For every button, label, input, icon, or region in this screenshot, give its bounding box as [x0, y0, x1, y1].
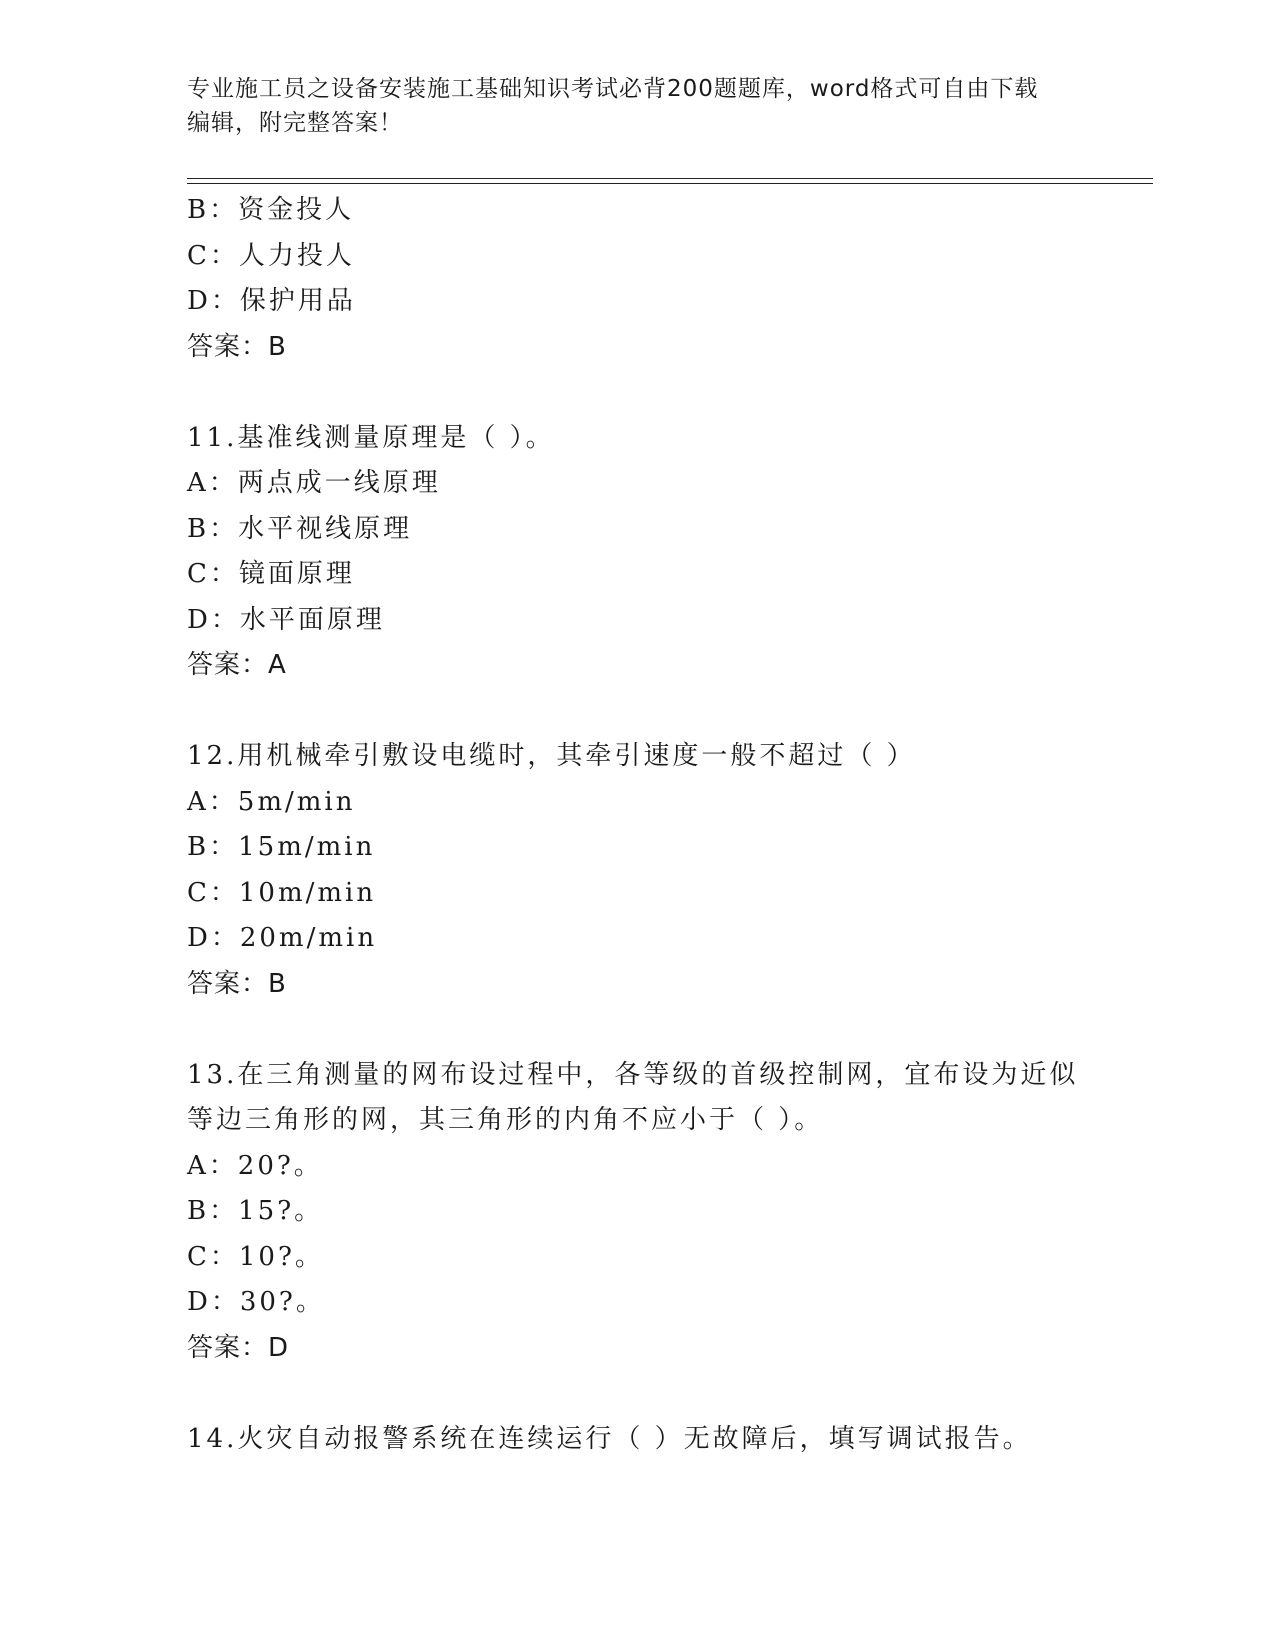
- option-d: D：30?。: [187, 1287, 325, 1317]
- spacer: [187, 370, 1107, 416]
- answer-line: 答案：D: [187, 1332, 290, 1363]
- option-c: C：人力投人: [187, 240, 355, 271]
- option-c: C：镜面原理: [187, 559, 355, 589]
- option-d: D：水平面原理: [187, 604, 385, 635]
- option-b: B：15?。: [187, 1196, 324, 1226]
- answer-line: 答案：A: [187, 650, 287, 680]
- header-title-line-2: 编辑，附完整答案！: [187, 110, 403, 136]
- question-stem: 12.用机械牵引敷设电缆时，其牵引速度一般不超过（ ）: [187, 741, 916, 771]
- question-block-prev: [187, 188, 1107, 370]
- option-d: D：20m/min: [187, 923, 378, 953]
- spacer: [187, 689, 1107, 735]
- answer-line: 答案：B: [187, 968, 287, 999]
- question-block-11: [187, 416, 1107, 689]
- option-d: D：保护用品: [187, 286, 356, 316]
- spacer: [187, 1007, 1107, 1053]
- option-c: C：10m/min: [187, 877, 377, 908]
- question-stem-line-1: 13.在三角测量的网布设过程中，各等级的首级控制网，宜布设为近似: [187, 1059, 1079, 1090]
- header-title-line-1: 专业施工员之设备安装施工基础知识考试必背200题题库，word格式可自由下载: [187, 76, 1039, 102]
- answer-line: 答案：B: [187, 331, 287, 362]
- option-b: B：资金投人: [187, 195, 355, 225]
- document-header: [187, 72, 1087, 140]
- question-block-14: [187, 1417, 1107, 1463]
- question-stem: 14.火灾自动报警系统在连续运行（ ）无故障后，填写调试报告。: [187, 1423, 1032, 1454]
- option-b: B：水平视线原理: [187, 513, 413, 544]
- question-block-13: [187, 1053, 1107, 1372]
- header-divider-bottom: [187, 183, 1153, 184]
- option-b: B：15m/min: [187, 832, 376, 862]
- option-a: A：两点成一线原理: [187, 468, 441, 498]
- option-a: A：20?。: [187, 1150, 323, 1181]
- question-stem: 11.基准线测量原理是（ ）。: [187, 422, 555, 453]
- option-c: C：10?。: [187, 1241, 324, 1272]
- option-a: A：5m/min: [187, 786, 356, 817]
- question-block-12: [187, 734, 1107, 1007]
- header-divider-top: [187, 178, 1153, 179]
- question-content: [187, 188, 1107, 1462]
- question-stem-line-2: 等边三角形的网，其三角形的内角不应小于（ ）。: [187, 1105, 824, 1135]
- spacer: [187, 1371, 1107, 1417]
